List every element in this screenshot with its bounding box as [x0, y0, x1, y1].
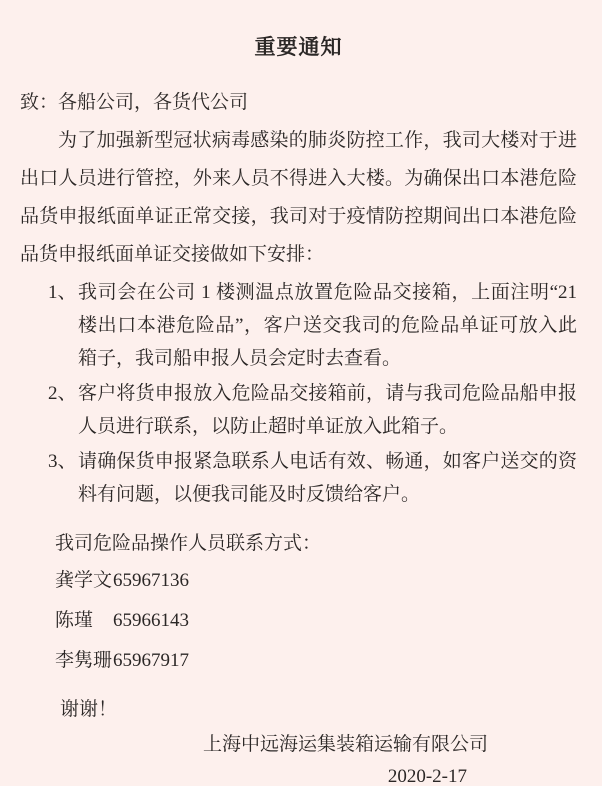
contacts-header: 我司危险品操作人员联系方式：: [55, 533, 322, 554]
item-3-text: 请确保货申报紧急联系人电话有效、畅通，如客户送交的资料有问题，以便我司能及时反馈给客户。: [78, 451, 577, 505]
contact-2-phone: 65966143: [113, 610, 189, 631]
arrangement-list: [20, 276, 577, 511]
notice-title: 重要通知: [254, 35, 343, 59]
list-item-3: [48, 445, 577, 511]
item-1-number: 1、: [48, 282, 77, 303]
item-1-text: 我司会在公司 1 楼测温点放置危险品交接箱，上面注明“21 楼出口本港危险品”，客户送交我司的危险品单证可放入此箱子，我司船申报人员会定时去查看。: [78, 282, 577, 369]
contact-3-name: 李隽珊: [55, 650, 113, 671]
item-3-number: 3、: [48, 451, 77, 472]
contact-1-phone: 65967136: [113, 570, 189, 591]
date-line: 2020-2-17: [387, 766, 467, 786]
closing-line: 谢谢！: [60, 699, 118, 720]
item-2-number: 2、: [48, 383, 77, 404]
company-signature: 上海中远海运集装箱运输有限公司: [202, 734, 488, 755]
list-item-1: [48, 276, 577, 375]
contact-row-3: [55, 641, 577, 681]
salutation-line: 致：各船公司，各货代公司: [20, 92, 249, 113]
contact-row-1: [55, 561, 577, 601]
item-2-text: 客户将货申报放入危险品交接箱前，请与我司危险品船申报人员进行联系，以防止超时单证放入此箱子。: [78, 383, 577, 437]
list-item-2: [48, 377, 577, 443]
contact-3-phone: 65967917: [113, 650, 189, 671]
contact-row-2: [55, 601, 577, 641]
intro-paragraph: 为了加强新型冠状病毒感染的肺炎防控工作，我司大楼对于进出口人员进行管控，外来人员不得进入大楼。为确保出口本港危险品货申报纸面单证正常交接，我司对于疫情防控期间出口本港危险品货申报纸面单证交接做如下安排：: [20, 130, 577, 265]
contact-1-name: 龚学文: [55, 570, 113, 591]
contact-2-name: 陈瑾: [55, 610, 94, 631]
